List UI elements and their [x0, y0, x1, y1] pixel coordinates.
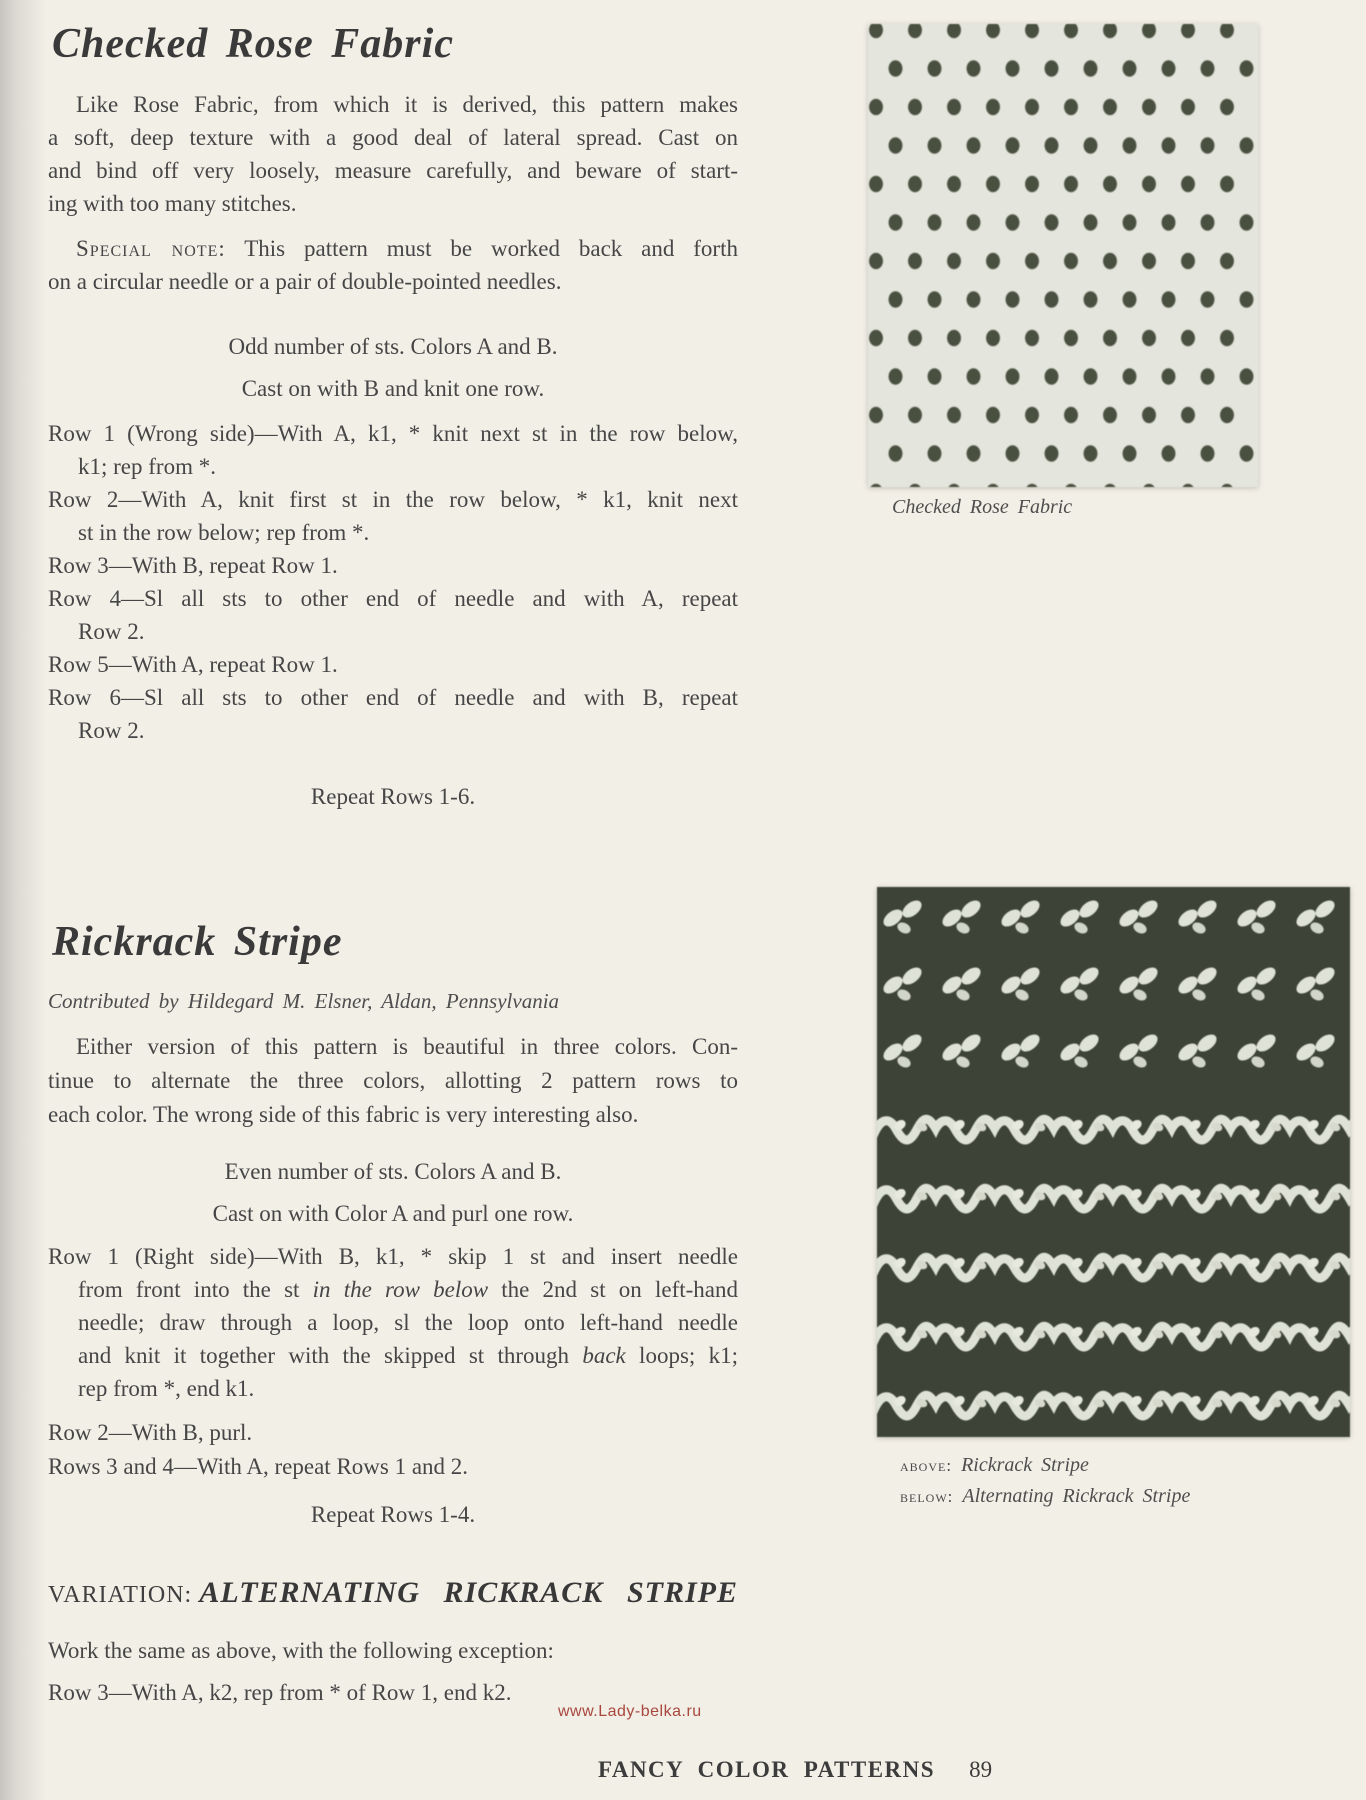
text-span: the 2nd st on left-hand — [488, 1277, 738, 1302]
variation-heading — [48, 1576, 738, 1610]
text-span: from front into the st — [78, 1277, 313, 1302]
centered-instruction: Even number of sts. Colors A and B. — [224, 1159, 562, 1184]
row-instruction-line: Row 2. — [78, 619, 145, 644]
rickrack-row1-instruction — [48, 1240, 738, 1405]
row-instruction-line: Row 6—Sl all sts to other end of needle and with B, repeat — [48, 685, 738, 710]
row-instruction-line: Row 2—With B, purl. — [48, 1420, 253, 1445]
text-line: ing with too many stitches. — [48, 191, 297, 216]
checked-rose-intro-paragraph — [48, 88, 738, 220]
text-span: and knit it together with the skipped st through — [78, 1343, 583, 1368]
rickrack-stripe-photo — [877, 887, 1350, 1437]
row-instruction-line: needle; draw through a loop, sl the loop onto left-hand needle — [78, 1310, 738, 1335]
site-watermark: www.Lady-belka.ru — [558, 1703, 702, 1720]
checked-rose-fabric-photo — [868, 24, 1258, 487]
row-instruction-line: Rows 3 and 4—With A, repeat Rows 1 and 2. — [48, 1454, 469, 1479]
text-line: Either version of this pattern is beautiful in three colors. Con- — [76, 1034, 738, 1059]
text-line — [48, 232, 738, 265]
rickrack-row2-instruction — [48, 1416, 738, 1449]
special-note-paragraph — [48, 232, 738, 298]
caption-above — [900, 1450, 1190, 1481]
text-line: Work the same as above, with the following exception: — [48, 1638, 554, 1663]
text-span: loops; k1; — [625, 1343, 738, 1368]
photo-caption: Checked Rose Fabric — [892, 496, 1073, 518]
caption-above-text: Rickrack Stripe — [961, 1454, 1089, 1476]
page-footer — [598, 1757, 992, 1783]
caption-below-text: Alternating Rickrack Stripe — [962, 1485, 1191, 1507]
text-line: Like Rose Fabric, from which it is derived, this pattern makes — [76, 92, 738, 117]
variation-label: VARIATION: — [48, 1582, 193, 1608]
text-line: and bind off very loosely, measure carefully, and beware of start- — [48, 158, 738, 183]
row-instruction-line: rep from *, end k1. — [78, 1376, 255, 1401]
text-line: tinue to alternate the three colors, allotting 2 pattern rows to — [48, 1068, 738, 1093]
centered-instruction: Cast on with Color A and purl one row. — [212, 1201, 574, 1226]
row-instruction-line: Row 2—With A, knit first st in the row below, * k1, knit next — [48, 487, 738, 512]
caption-above-label: above: — [900, 1456, 953, 1475]
rickrack-rows34-instruction — [48, 1450, 738, 1483]
row-instruction-line: Row 5—With A, repeat Row 1. — [48, 652, 338, 677]
row-instruction-line: st in the row below; rep from *. — [78, 520, 370, 545]
running-footer-title: FANCY COLOR PATTERNS — [598, 1757, 936, 1782]
page-gutter-shadow — [0, 0, 46, 1800]
row-instruction-line — [48, 1273, 738, 1306]
row-instruction-line: Row 2. — [78, 718, 145, 743]
variation-body — [48, 1634, 738, 1667]
variation-title: ALTERNATING RICKRACK STRIPE — [199, 1576, 738, 1609]
centered-instruction: Cast on with B and knit one row. — [241, 376, 545, 401]
row-instruction-line: k1; rep from *. — [78, 454, 216, 479]
rickrack-intro-paragraph — [48, 1030, 738, 1132]
row-instruction-line: Row 3—With B, repeat Row 1. — [48, 553, 338, 578]
photo-caption-group — [900, 1450, 1190, 1512]
repeat-instruction: Repeat Rows 1-6. — [310, 784, 476, 809]
rickrack-photo-art — [877, 887, 1350, 1437]
repeat-instruction: Repeat Rows 1-4. — [310, 1502, 476, 1527]
text-line: a soft, deep texture with a good deal of lateral spread. Cast on — [48, 125, 738, 150]
row-instruction-line: Row 3—With A, k2, rep from * of Row 1, end k2. — [48, 1680, 512, 1705]
centered-instruction: Odd number of sts. Colors A and B. — [228, 334, 558, 359]
checked-rose-row-instructions — [48, 417, 738, 747]
special-note-text: This pattern must be worked back and forth — [225, 236, 738, 261]
contributed-by-line: Contributed by Hildegard M. Elsner, Aldan, Pennsylvania — [48, 989, 560, 1013]
section-title-checked-rose-fabric: Checked Rose Fabric — [52, 21, 454, 67]
page-number: 89 — [969, 1757, 993, 1782]
row-instruction-line: Row 4—Sl all sts to other end of needle and with A, repeat — [48, 586, 738, 611]
text-line: on a circular needle or a pair of double-pointed needles. — [48, 269, 562, 294]
row-instruction-line — [48, 1339, 738, 1372]
italic-phrase: back — [582, 1343, 626, 1368]
special-note-label: Special note: — [76, 236, 226, 261]
row-instruction-line: Row 1 (Wrong side)—With A, k1, * knit next st in the row below, — [48, 421, 738, 446]
row-instruction-line: Row 1 (Right side)—With B, k1, * skip 1 st and insert needle — [48, 1244, 738, 1269]
italic-phrase: in the row below — [312, 1277, 489, 1302]
caption-below — [900, 1481, 1190, 1512]
caption-below-label: below: — [900, 1487, 954, 1506]
section-title-rickrack-stripe: Rickrack Stripe — [52, 919, 343, 965]
text-line: each color. The wrong side of this fabric is very interesting also. — [48, 1102, 639, 1127]
